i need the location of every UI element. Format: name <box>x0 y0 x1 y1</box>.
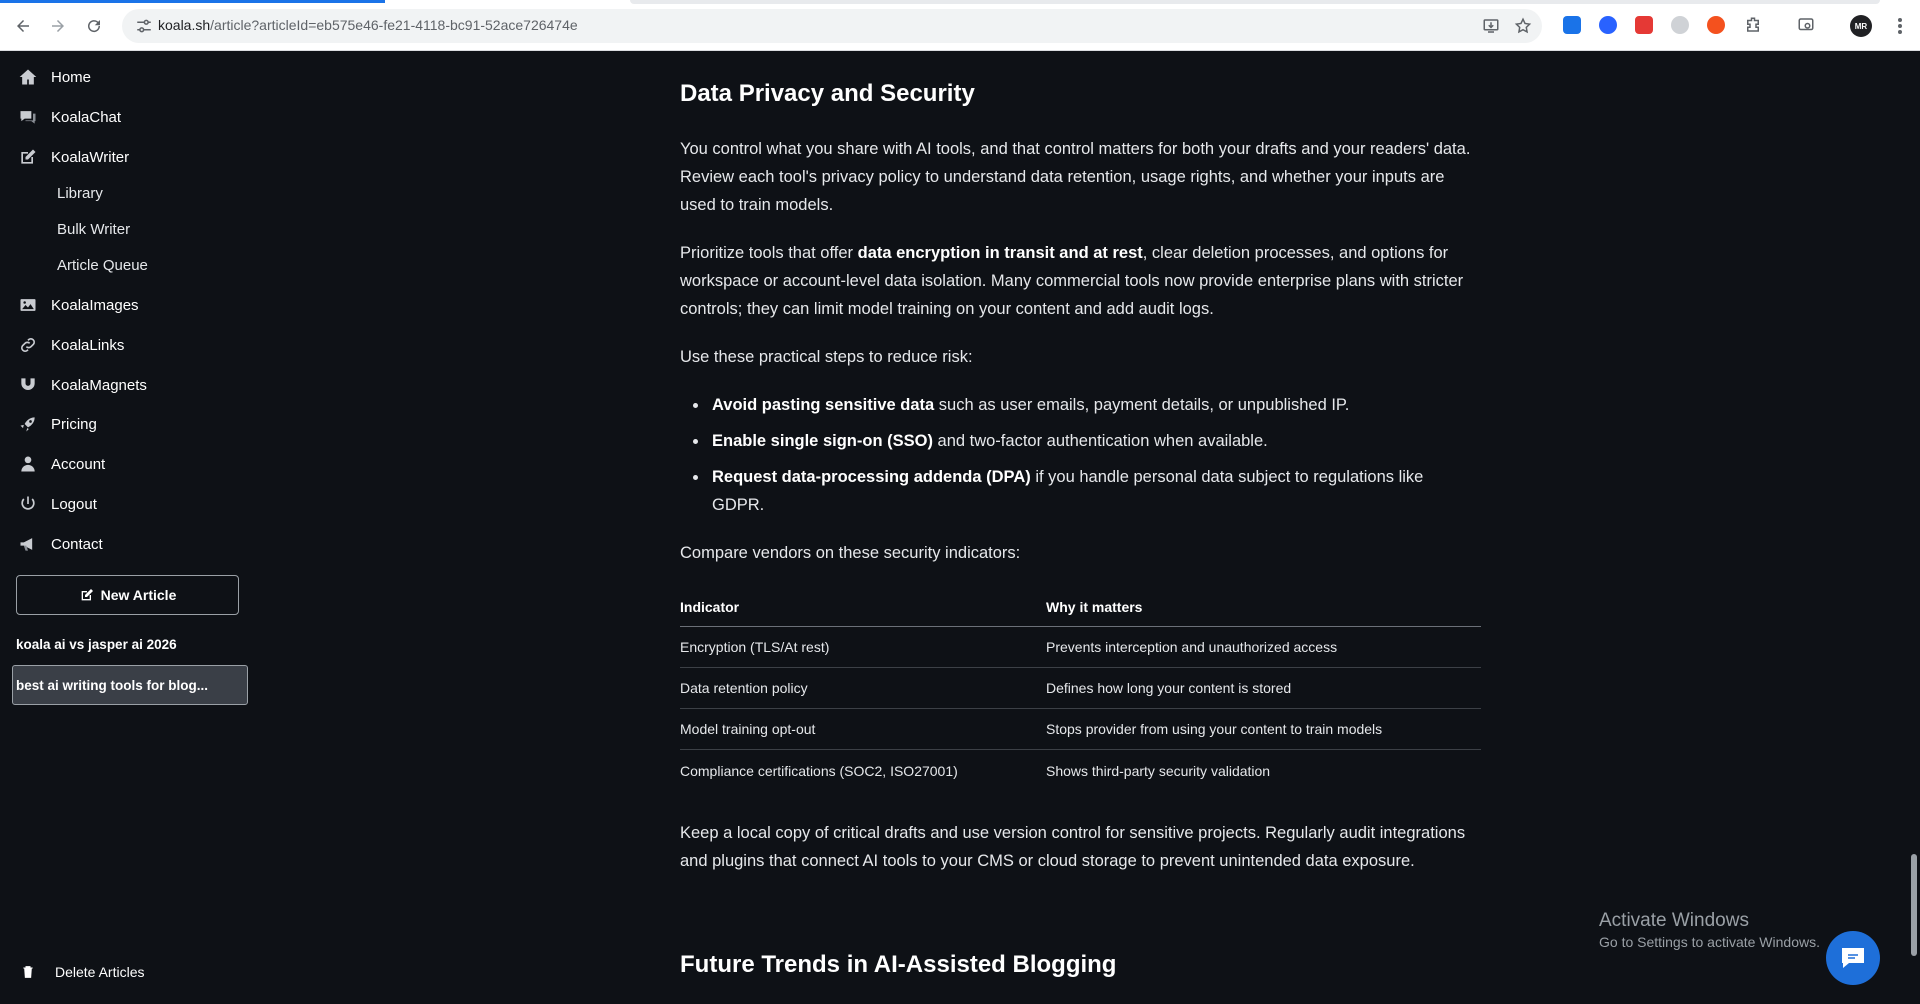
arrow-left-icon <box>14 17 32 35</box>
sidebar-item-pricing[interactable] <box>17 411 97 437</box>
section-heading: Data Privacy and Security <box>680 80 975 107</box>
sidebar-item-koalawriter[interactable] <box>17 144 129 170</box>
paragraph: Keep a local copy of critical drafts and use version control for sensitive projects. Regularly audit integrations and plugins that connect AI tools to your CMS or cloud storage to prevent unintended data exposure. <box>680 824 1466 870</box>
megaphone-icon <box>17 533 39 555</box>
bullet-list <box>680 391 1480 519</box>
forward-button[interactable] <box>46 14 70 38</box>
power-icon <box>17 493 39 515</box>
sidebar-subitem-library[interactable]: Library <box>57 185 103 202</box>
url-path: /article?articleId=eb575e46-fe21-4118-bc91-52ace726474e <box>210 17 578 33</box>
paragraph: Compare vendors on these security indicators: <box>680 544 1021 562</box>
arrow-right-icon <box>49 17 67 35</box>
support-chat-button[interactable] <box>1826 931 1880 985</box>
extension-record-icon[interactable] <box>1635 16 1653 34</box>
history-item[interactable]: koala ai vs jasper ai 2026 <box>16 637 177 652</box>
extension-circle-icon[interactable] <box>1599 16 1617 34</box>
bookmark-star-icon[interactable] <box>1514 17 1532 35</box>
list-item <box>680 463 1480 519</box>
reload-button[interactable] <box>82 14 106 38</box>
table-cell: Compliance certifications (SOC2, ISO27001) <box>680 762 958 779</box>
list-item <box>680 391 1480 419</box>
table-cell: Data retention policy <box>680 680 808 696</box>
windows-activation-watermark <box>1599 910 1820 950</box>
sidebar <box>0 52 255 1004</box>
watermark-title: Activate Windows <box>1599 910 1749 931</box>
browser-menu-button[interactable] <box>1888 14 1912 38</box>
new-article-button[interactable] <box>16 575 239 615</box>
table-header-cell: Indicator <box>680 598 740 615</box>
sidebar-item-koalachat[interactable] <box>17 104 121 130</box>
security-indicators-table <box>680 587 1481 791</box>
extension-moon-icon[interactable] <box>1671 16 1689 34</box>
table-row <box>680 750 1481 791</box>
kebab-menu-icon <box>1898 18 1902 34</box>
sidebar-item-label: KoalaLinks <box>51 336 125 354</box>
magnet-icon <box>17 374 39 396</box>
history-item-active[interactable]: best ai writing tools for blog... <box>12 665 248 705</box>
table-cell: Shows third-party security validation <box>1046 762 1271 779</box>
site-settings-icon[interactable] <box>135 17 153 35</box>
back-button[interactable] <box>11 14 35 38</box>
sidebar-item-home[interactable] <box>17 64 91 90</box>
edit-icon <box>17 146 39 168</box>
table-header-row <box>680 587 1481 627</box>
reload-icon <box>85 17 103 35</box>
paragraph <box>680 239 1480 323</box>
new-article-label: New Article <box>100 587 177 603</box>
section-heading: Future Trends in AI-Assisted Blogging <box>680 951 1117 978</box>
url-host: koala.sh <box>158 17 211 33</box>
address-bar[interactable] <box>122 9 1542 43</box>
table-cell: Prevents interception and unauthorized access <box>1046 639 1338 655</box>
list-item <box>680 427 1480 455</box>
scrollbar-thumb[interactable] <box>1911 854 1917 956</box>
extension-ublock-icon[interactable] <box>1563 16 1581 34</box>
table-row <box>680 627 1481 668</box>
sidebar-item-label: Pricing <box>51 415 97 433</box>
browser-toolbar <box>0 0 1920 51</box>
link-icon <box>17 334 39 356</box>
tab-strip-edge <box>630 0 1880 4</box>
paragraph: You control what you share with AI tools, and that control matters for both your drafts and your readers' data. Review each tool's privacy policy to understand data retention, usage rights, and whether your inputs are used to train models. <box>680 140 1471 214</box>
text-bold: data encryption in transit and at rest <box>857 244 1143 262</box>
delete-articles-label: Delete Articles <box>55 964 145 980</box>
page-scrollbar[interactable] <box>1908 52 1920 1004</box>
table-cell: Stops provider from using your content to train models <box>1046 721 1383 737</box>
extension-burst-icon[interactable] <box>1707 16 1725 34</box>
sidebar-subitem-article-queue[interactable]: Article Queue <box>57 257 148 274</box>
table-cell: Model training opt-out <box>680 721 816 737</box>
sidebar-item-contact[interactable] <box>17 531 103 557</box>
sidebar-item-account[interactable] <box>17 451 105 477</box>
sidebar-item-koalalinks[interactable] <box>17 332 124 358</box>
table-header-cell: Why it matters <box>1046 598 1143 615</box>
sidebar-item-logout[interactable] <box>17 491 97 517</box>
text-bold: Avoid pasting sensitive data <box>712 396 935 414</box>
page-load-progress <box>0 0 385 3</box>
table-row <box>680 668 1481 709</box>
paragraph: Use these practical steps to reduce risk: <box>680 348 973 366</box>
table-cell: Encryption (TLS/At rest) <box>680 639 830 655</box>
tab-search-icon[interactable] <box>1797 16 1815 34</box>
profile-avatar[interactable]: MR <box>1850 15 1872 37</box>
rocket-icon <box>17 413 39 435</box>
text-bold: Request data-processing addenda (DPA) <box>712 468 1031 486</box>
table-row <box>680 709 1481 750</box>
table-cell: Defines how long your content is stored <box>1046 680 1292 696</box>
sidebar-item-label: KoalaMagnets <box>51 376 147 394</box>
text-run: Prioritize tools that offer <box>680 244 858 262</box>
sidebar-item-label: KoalaWriter <box>51 148 130 166</box>
text-bold: Enable single sign-on (SSO) <box>712 432 933 450</box>
sidebar-item-label: Logout <box>51 495 97 513</box>
home-icon <box>17 66 39 88</box>
sidebar-item-label: KoalaChat <box>51 108 122 126</box>
sidebar-subitem-bulk-writer[interactable]: Bulk Writer <box>57 221 131 238</box>
text-run: if you handle personal data subject to regulations like GDPR. <box>712 468 1424 514</box>
sidebar-item-koalamagnets[interactable] <box>17 372 147 398</box>
extensions-puzzle-icon[interactable] <box>1744 16 1762 34</box>
sidebar-item-label: Home <box>51 68 92 86</box>
sidebar-item-label: Account <box>51 455 106 473</box>
chat-bubble-icon <box>1839 945 1867 971</box>
delete-articles-button[interactable] <box>20 964 144 980</box>
text-run: such as user emails, payment details, or unpublished IP. <box>934 396 1350 414</box>
user-icon <box>17 453 39 475</box>
url-text[interactable] <box>158 17 578 33</box>
sidebar-item-label: Contact <box>51 535 103 553</box>
text-run: , clear deletion processes, and options for workspace or account-level data isolation. Many commercial tools now provide enterprise plans with stricter controls; they can limit model training on your content and add audit logs. <box>680 244 1464 318</box>
edit-icon <box>79 587 95 603</box>
trash-icon <box>20 964 36 980</box>
watermark-subtitle: Go to Settings to activate Windows. <box>1599 934 1820 950</box>
install-app-icon[interactable] <box>1482 17 1500 35</box>
sidebar-item-label: KoalaImages <box>51 296 139 314</box>
chat-icon <box>17 106 39 128</box>
text-run: and two-factor authentication when available. <box>932 432 1268 450</box>
image-icon <box>17 294 39 316</box>
sidebar-item-koalaimages[interactable] <box>17 292 139 318</box>
